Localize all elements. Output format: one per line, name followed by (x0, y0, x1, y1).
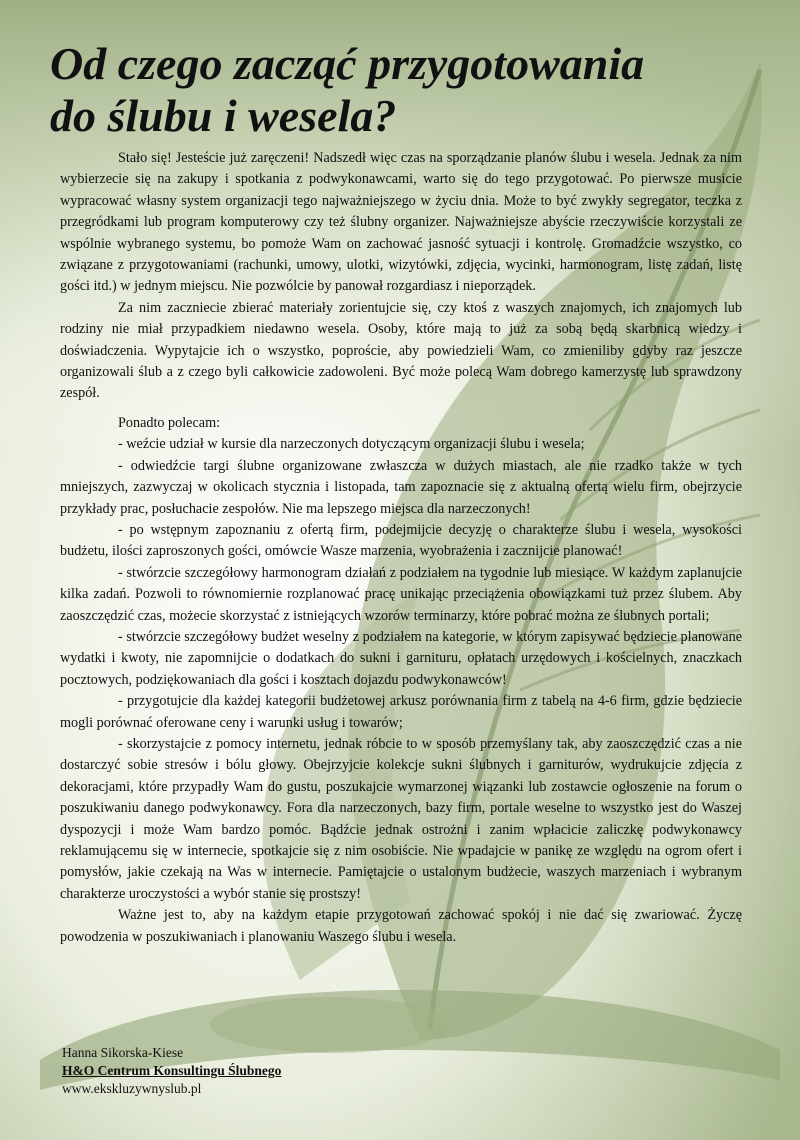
article-body (60, 148, 742, 948)
paragraph-friends: Za nim zaczniecie zbierać materiały zorientujcie się, czy ktoś z waszych znajomych, ich znajomych lub rodziny nie miał przypadkiem niedawno wesela. Osoby, które mają to już za sobą będą skarbnicą wiedzy i doświadczenia. Wypytajcie ich o wszystko, poproście, aby powiedzieli Wam, co zmieniliby gdyby raz jeszcze organizowali ślub a z czego byli całkowicie zadowoleni. Być może polecą Wam dobrego kamerzystę lub sprawdzony zespół. (60, 299, 742, 402)
signature-block (62, 1044, 462, 1098)
list-item: - stwórzcie szczegółowy budżet weselny z podziałem na kategorie, w którym zapisywać będziecie planowane wydatki i kwoty, nie zapomnijcie o dodatkach do sukni i garnituru, opłatach urzędowych i kościelnych, znaczkach pocztowych, podziękowaniach dla gości i kosztach dojazdu podwykonawców! (60, 628, 742, 688)
title-line-1: Od czego zacząć przygotowania (50, 38, 645, 89)
paragraph-recommend-heading: Ponadto polecam: (118, 414, 221, 431)
list-item: - skorzystajcie z pomocy internetu, jednak róbcie to w sposób przemyślany tak, aby zaoszczędzić czas a nie dostarczyć sobie stresów i bólu głowy. Obejrzyjcie kolekcje sukni ślubnych i garniturów, wydrukujcie zdjęcia z dekoracjami, które przypadły Wam do gustu, poszukajcie wymarzonej wiązanki lub zostawcie ogłoszenie na forum o poszukiwaniu danego podwykonawcy. Fora dla narzeczonych, bazy firm, portale weselne to wszystko jest do Waszej dyspozycji i może Wam bardzo pomóc. Bądźcie jednak ostrożni i zanim wpłacicie zaliczkę podwykonawcy reklamującemu się w internecie, spotkajcie się z nim osobiście. Nie wpadajcie w panikę ze względu na ogrom ofert i pomysłów, jakie czekają na Was w internecie. Pamiętajcie o ustalonym budżecie, waszych marzeniach i wybranym charakterze uroczystości a wybór stanie się prostszy! (60, 735, 742, 902)
list-item: - odwiedźcie targi ślubne organizowane zwłaszcza w dużych miastach, ale nie rzadko także w tych mniejszych, zazwyczaj w okolicach stycznia i listopada, tam zapoznacie się z aktualną ofertą wielu firm, obejrzycie przykłady prac, posłuchacie zespołów. Nie ma lepszego miejsca dla narzeczonych! (60, 457, 742, 517)
list-item: - po wstępnym zapoznaniu z ofertą firm, podejmijcie decyzję o charakterze ślubu i wesela, wysokości budżetu, ilości zaproszonych gości, omówcie Wasze marzenia, wyobrażenia i zacznijcie planować! (60, 521, 742, 560)
list-item: - stwórzcie szczegółowy harmonogram działań z podziałem na tygodnie lub miesiące. W każdym zaplanujcie kilka zadań. Pozwoli to równomiernie rozplanować pracę unikając przeciążenia obowiązkami tuż przez ślubem. Aby zaoszczędzić czas, możecie skorzystać z istniejących wzorów terminarzy, które pobrać można ze ślubnych portali; (60, 564, 742, 624)
company-name: H&O Centrum Konsultingu Ślubnego (62, 1063, 282, 1078)
page-title (50, 38, 770, 142)
author-name: Hanna Sikorska-Kiese (62, 1045, 184, 1060)
paragraph-intro: Stało się! Jesteście już zaręczeni! Nadszedł więc czas na sporządzanie planów ślubu i wesela. Jednak za nim wybierzecie się na zakupy i spotkania z podwykonawcami, warto się do tego przygotować. Po pierwsze musicie wypracować własny system organizacji tego najważniejszego w życiu dnia. Może to być zwykły segregator, teczka z przegródkami lub program komputerowy czy też ślubny organizer. Najważniejsze abyście rzeczywiście korzystali ze wspólnie wybranego systemu, bo pomoże Wam on zachować jasność sytuacji i kontrolę. Gromadźcie wszystko, co związane z przygotowaniami (rachunki, umowy, ulotki, wizytówki, zdjęcia, wycinki, harmonogram, listę zadań, listę gości itd.) w jednym miejscu. Nie pozwólcie by panował rozgardiasz i nieporządek. (60, 150, 742, 295)
website-link[interactable]: www.ekskluzywnyslub.pl (62, 1081, 202, 1096)
list-item: - weźcie udział w kursie dla narzeczonych dotyczącym organizacji ślubu i wesela; (118, 436, 585, 453)
paragraph-closing: Ważne jest to, aby na każdym etapie przygotowań zachować spokój i nie dać się zwariować. Życzę powodzenia w poszukiwaniach i planowaniu Waszego ślubu i wesela. (60, 907, 742, 945)
title-line-2: do ślubu i wesela? (50, 90, 397, 141)
list-item: - przygotujcie dla każdej kategorii budżetowej arkusz porównania firm z tabelą na 4-6 firm, gdzie będziecie mogli porównać oferowane ceny i warunki usług i towarów; (60, 693, 742, 731)
